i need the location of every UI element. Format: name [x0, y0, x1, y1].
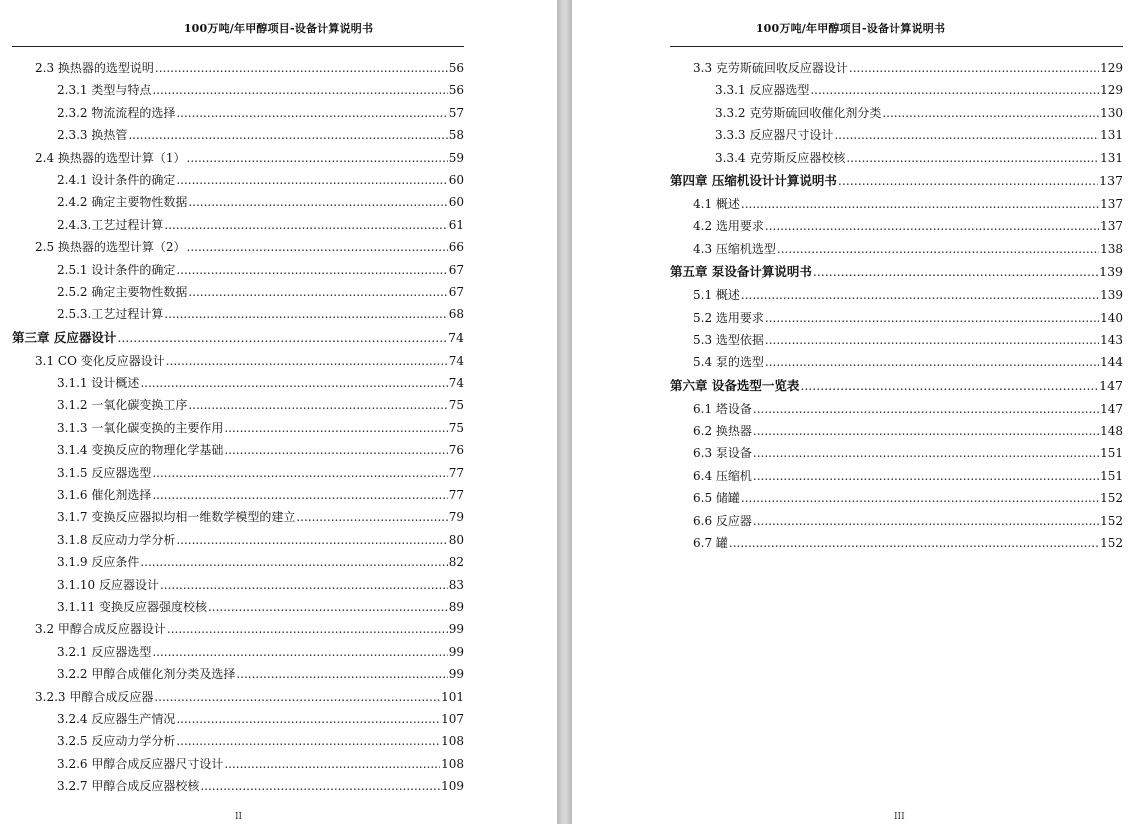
toc-dot-leader — [753, 443, 1099, 463]
page-gutter — [557, 0, 572, 824]
toc-dot-leader — [224, 418, 447, 438]
toc-entry[interactable] — [670, 511, 1123, 533]
toc-entry-title: 6.1 塔设备 — [693, 401, 752, 416]
document-page-left — [0, 0, 557, 824]
toc-entry[interactable] — [670, 352, 1123, 374]
toc-entry-page-number: 151 — [1100, 468, 1123, 483]
toc-entry-page-number: 59 — [448, 150, 464, 165]
toc-dot-leader — [128, 125, 447, 145]
page-number: III — [894, 812, 905, 822]
toc-dot-leader — [838, 170, 1098, 192]
toc-entry[interactable] — [12, 215, 464, 237]
toc-entry-title: 3.2.7 甲醇合成反应器校核 — [57, 779, 200, 794]
toc-entry-title: 2.5.1 设计条件的确定 — [57, 262, 176, 277]
toc-entry-page-number: 101 — [441, 689, 464, 704]
toc-entry-title: 4.2 选用要求 — [693, 219, 764, 234]
toc-entry[interactable] — [12, 148, 464, 170]
toc-entry-title: 6.2 换热器 — [693, 424, 752, 439]
toc-entry-title: 2.4.2 确定主要物性数据 — [57, 195, 188, 210]
toc-entry[interactable] — [12, 304, 464, 326]
toc-entry[interactable] — [670, 533, 1123, 555]
toc-entry-page-number: 89 — [448, 599, 464, 614]
toc-entry-page-number: 131 — [1100, 128, 1123, 143]
toc-entry-page-number: 76 — [448, 443, 464, 458]
toc-dot-leader — [753, 399, 1099, 419]
toc-entry-title: 3.1.9 反应条件 — [57, 555, 140, 570]
toc-entry-page-number: 56 — [448, 61, 464, 75]
toc-dot-leader — [753, 421, 1099, 441]
toc-entry-title: 第六章 设备选型一览表 — [670, 377, 800, 393]
toc-entry-page-number: 74 — [448, 329, 464, 345]
toc-entry-title: 3.2.3 甲醇合成反应器 — [35, 689, 154, 704]
toc-dot-leader — [765, 352, 1099, 372]
toc-dot-leader — [140, 373, 447, 393]
toc-entry-title: 3.2.1 反应器选型 — [57, 644, 152, 659]
toc-entry-title: 5.4 泵的选型 — [693, 355, 764, 370]
toc-entry-title: 3.2.4 反应器生产情况 — [57, 711, 176, 726]
toc-entry-title: 3.2.6 甲醇合成反应器尺寸设计 — [57, 756, 224, 771]
toc-dot-leader — [188, 395, 447, 415]
toc-dot-leader — [187, 148, 448, 168]
toc-entry-title: 3.1.8 反应动力学分析 — [57, 532, 176, 547]
toc-entry-page-number: 108 — [441, 734, 464, 749]
toc-entry-page-number: 56 — [448, 83, 464, 98]
toc-entry[interactable] — [12, 530, 464, 552]
toc-entry-title: 2.4.1 设计条件的确定 — [57, 172, 176, 187]
toc-entry[interactable] — [670, 194, 1123, 216]
toc-entry-title: 2.3 换热器的选型说明 — [35, 61, 154, 75]
toc-dot-leader — [154, 687, 440, 707]
toc-dot-leader — [176, 170, 447, 190]
toc-entry[interactable] — [12, 418, 464, 440]
toc-entry-title: 3.3 克劳斯硫回收反应器设计 — [693, 61, 848, 75]
toc-entry-page-number: 77 — [448, 488, 464, 503]
toc-entry[interactable] — [12, 552, 464, 574]
toc-dot-leader — [176, 103, 447, 123]
toc-entry[interactable] — [12, 687, 464, 709]
toc-entry[interactable] — [12, 731, 464, 753]
toc-entry[interactable] — [670, 148, 1123, 170]
toc-entry-page-number: 109 — [441, 779, 464, 794]
toc-entry-page-number: 139 — [1099, 264, 1123, 280]
toc-entry-page-number: 130 — [1100, 105, 1123, 120]
toc-entry-title: 4.3 压缩机选型 — [693, 241, 776, 256]
toc-entry[interactable] — [12, 575, 464, 597]
toc-dot-leader — [765, 330, 1099, 350]
toc-entry-page-number: 137 — [1100, 196, 1123, 211]
toc-dot-leader — [765, 308, 1099, 328]
toc-dot-leader — [753, 511, 1099, 531]
toc-entry-title: 6.3 泵设备 — [693, 446, 752, 461]
toc-entry-title: 3.1.3 一氧化碳变换的主要作用 — [57, 420, 224, 435]
toc-entry-page-number: 74 — [448, 376, 464, 391]
toc-entry-title: 5.2 选用要求 — [693, 310, 764, 325]
toc-dot-leader — [176, 260, 447, 280]
toc-entry-page-number: 147 — [1100, 401, 1123, 416]
toc-entry[interactable] — [12, 440, 464, 462]
toc-entry[interactable] — [12, 103, 464, 125]
toc-dot-leader — [155, 58, 448, 78]
toc-entry-page-number: 58 — [448, 128, 464, 143]
toc-entry-title: 4.1 概述 — [693, 196, 740, 211]
toc-entry-page-number: 79 — [448, 510, 464, 525]
toc-entry-title: 3.2.5 反应动力学分析 — [57, 734, 176, 749]
toc-entry[interactable] — [12, 619, 464, 641]
toc-entry-page-number: 60 — [448, 195, 464, 210]
toc-entry-title: 6.7 罐 — [693, 536, 728, 551]
toc-dot-leader — [729, 533, 1099, 553]
toc-entry-page-number: 151 — [1100, 446, 1123, 461]
toc-entry[interactable] — [12, 664, 464, 686]
toc-dot-leader — [152, 642, 447, 662]
toc-entry-page-number: 148 — [1100, 424, 1123, 439]
toc-dot-leader — [200, 776, 440, 796]
toc-entry-page-number: 57 — [448, 105, 464, 120]
toc-dot-leader — [224, 754, 440, 774]
toc-entry-page-number: 99 — [448, 622, 464, 637]
toc-entry[interactable] — [670, 58, 1123, 80]
toc-entry-page-number: 129 — [1100, 61, 1123, 75]
toc-dot-leader — [176, 530, 447, 550]
toc-chapter-entry[interactable] — [12, 327, 464, 351]
page-number: II — [235, 812, 243, 822]
toc-entry[interactable] — [12, 237, 464, 259]
toc-dot-leader — [164, 304, 447, 324]
toc-entry[interactable] — [12, 80, 464, 102]
toc-entry-title: 2.4.3.工艺过程计算 — [57, 217, 164, 232]
toc-dot-leader — [208, 597, 448, 617]
toc-entry-title: 6.4 压缩机 — [693, 468, 752, 483]
toc-dot-leader — [188, 192, 447, 212]
toc-entry-page-number: 152 — [1100, 513, 1123, 528]
toc-entry-page-number: 147 — [1099, 377, 1123, 393]
toc-dot-leader — [188, 282, 447, 302]
toc-entry-title: 3.2.2 甲醇合成催化剂分类及选择 — [57, 667, 236, 682]
toc-entry-page-number: 108 — [441, 756, 464, 771]
toc-entry[interactable] — [12, 170, 464, 192]
toc-dot-leader — [296, 507, 447, 527]
toc-entry[interactable] — [670, 466, 1123, 488]
toc-dot-leader — [846, 148, 1099, 168]
toc-entry-title: 2.3.2 物流流程的选择 — [57, 105, 176, 120]
toc-entry-page-number: 152 — [1100, 536, 1123, 551]
toc-entry-title: 3.3.1 反应器选型 — [715, 83, 810, 98]
toc-dot-leader — [741, 194, 1099, 214]
toc-entry[interactable] — [670, 421, 1123, 443]
toc-entry-page-number: 67 — [448, 284, 464, 299]
toc-entry-title: 2.5 换热器的选型计算（2） — [35, 240, 186, 255]
toc-chapter-entry[interactable] — [670, 375, 1123, 399]
toc-entry-page-number: 129 — [1100, 83, 1123, 98]
toc-entry[interactable] — [670, 216, 1123, 238]
toc-entry-title: 3.1.2 一氧化碳变换工序 — [57, 398, 188, 413]
table-of-contents — [12, 58, 464, 799]
toc-dot-leader — [813, 261, 1098, 283]
toc-entry-title: 5.3 选型依据 — [693, 332, 764, 347]
toc-entry[interactable] — [670, 308, 1123, 330]
table-of-contents — [670, 58, 1123, 555]
toc-dot-leader — [187, 237, 448, 257]
toc-entry-page-number: 138 — [1100, 241, 1123, 256]
toc-dot-leader — [166, 351, 448, 371]
toc-entry[interactable] — [670, 239, 1123, 261]
toc-entry[interactable] — [12, 507, 464, 529]
toc-entry-page-number: 75 — [448, 398, 464, 413]
header-divider — [670, 46, 1123, 47]
toc-entry[interactable] — [12, 58, 464, 80]
toc-dot-leader — [777, 239, 1099, 259]
toc-entry[interactable] — [12, 776, 464, 798]
toc-entry[interactable] — [12, 192, 464, 214]
toc-entry-title: 6.5 储罐 — [693, 491, 740, 506]
toc-chapter-entry[interactable] — [670, 170, 1123, 194]
toc-entry-title: 6.6 反应器 — [693, 513, 752, 528]
toc-dot-leader — [160, 575, 448, 595]
toc-dot-leader — [810, 80, 1099, 100]
toc-entry-page-number: 83 — [448, 577, 464, 592]
toc-dot-leader — [741, 285, 1099, 305]
toc-entry-title: 3.1.6 催化剂选择 — [57, 488, 152, 503]
toc-entry-page-number: 67 — [448, 262, 464, 277]
toc-entry[interactable] — [12, 754, 464, 776]
toc-entry-page-number: 137 — [1099, 172, 1123, 188]
toc-entry-title: 第五章 泵设备计算说明书 — [670, 264, 812, 280]
toc-entry-title: 3.1.11 变换反应器强度校核 — [57, 599, 207, 614]
toc-entry-title: 3.1.5 反应器选型 — [57, 465, 152, 480]
toc-dot-leader — [765, 216, 1099, 236]
toc-entry[interactable] — [670, 330, 1123, 352]
toc-entry-title: 第四章 压缩机设计计算说明书 — [670, 172, 837, 188]
toc-entry[interactable] — [12, 463, 464, 485]
toc-entry-page-number: 75 — [448, 420, 464, 435]
toc-entry-title: 3.1.1 设计概述 — [57, 376, 140, 391]
toc-entry[interactable] — [670, 285, 1123, 307]
toc-dot-leader — [224, 440, 447, 460]
toc-dot-leader — [834, 125, 1099, 145]
toc-entry-title: 3.1 CO 变化反应器设计 — [35, 353, 165, 368]
toc-entry-title: 5.1 概述 — [693, 288, 740, 303]
toc-chapter-entry[interactable] — [670, 261, 1123, 285]
toc-dot-leader — [882, 103, 1099, 123]
toc-entry-title: 2.4 换热器的选型计算（1） — [35, 150, 186, 165]
page-header-title: 100万吨/年甲醇项目-设备计算说明书 — [755, 22, 946, 35]
toc-entry-title: 2.5.3.工艺过程计算 — [57, 307, 164, 322]
toc-entry-page-number: 107 — [441, 711, 464, 726]
page-header-title: 100万吨/年甲醇项目-设备计算说明书 — [183, 22, 374, 35]
toc-dot-leader — [176, 731, 440, 751]
toc-dot-leader — [236, 664, 447, 684]
toc-dot-leader — [800, 375, 1098, 397]
toc-entry[interactable] — [670, 103, 1123, 125]
toc-entry[interactable] — [670, 488, 1123, 510]
toc-dot-leader — [152, 80, 447, 100]
toc-entry[interactable] — [670, 399, 1123, 421]
toc-dot-leader — [164, 215, 447, 235]
toc-entry-title: 3.1.7 变换反应器拟均相一维数学模型的建立 — [57, 510, 296, 525]
toc-entry[interactable] — [12, 373, 464, 395]
toc-entry-title: 2.5.2 确定主要物性数据 — [57, 284, 188, 299]
toc-entry[interactable] — [670, 80, 1123, 102]
toc-entry-title: 2.3.3 换热管 — [57, 128, 128, 143]
toc-entry[interactable] — [12, 282, 464, 304]
toc-dot-leader — [741, 488, 1099, 508]
toc-entry[interactable] — [670, 443, 1123, 465]
toc-entry[interactable] — [12, 260, 464, 282]
toc-dot-leader — [167, 619, 448, 639]
toc-dot-leader — [140, 552, 447, 572]
toc-entry-page-number: 99 — [448, 644, 464, 659]
toc-entry-title: 3.3.4 克劳斯反应器校核 — [715, 150, 846, 165]
toc-entry-page-number: 137 — [1100, 219, 1123, 234]
toc-entry-page-number: 74 — [448, 353, 464, 368]
toc-entry[interactable] — [670, 125, 1123, 147]
toc-entry-page-number: 80 — [448, 532, 464, 547]
toc-entry[interactable] — [12, 485, 464, 507]
toc-entry-title: 3.2 甲醇合成反应器设计 — [35, 622, 166, 637]
toc-entry-page-number: 143 — [1100, 332, 1123, 347]
toc-entry[interactable] — [12, 395, 464, 417]
toc-entry[interactable] — [12, 597, 464, 619]
toc-entry-title: 3.1.4 变换反应的物理化学基础 — [57, 443, 224, 458]
document-page-right — [572, 0, 1129, 824]
toc-entry-page-number: 131 — [1100, 150, 1123, 165]
toc-entry-page-number: 77 — [448, 465, 464, 480]
toc-entry-page-number: 152 — [1100, 491, 1123, 506]
toc-entry-page-number: 139 — [1100, 288, 1123, 303]
toc-entry-title: 2.3.1 类型与特点 — [57, 83, 152, 98]
toc-entry[interactable] — [12, 642, 464, 664]
toc-entry-title: 3.1.10 反应器设计 — [57, 577, 159, 592]
toc-entry[interactable] — [12, 709, 464, 731]
toc-dot-leader — [117, 327, 447, 349]
toc-entry-title: 3.3.2 克劳斯硫回收催化剂分类 — [715, 105, 882, 120]
toc-entry-page-number: 140 — [1100, 310, 1123, 325]
toc-entry-page-number: 60 — [448, 172, 464, 187]
toc-entry-page-number: 82 — [448, 555, 464, 570]
header-divider — [12, 46, 464, 47]
toc-entry[interactable] — [12, 351, 464, 373]
toc-entry-title: 3.3.3 反应器尺寸设计 — [715, 128, 834, 143]
toc-entry-page-number: 144 — [1100, 355, 1123, 370]
toc-dot-leader — [849, 58, 1099, 78]
toc-entry-title: 第三章 反应器设计 — [12, 329, 117, 345]
toc-dot-leader — [176, 709, 440, 729]
toc-dot-leader — [152, 463, 447, 483]
toc-entry-page-number: 66 — [448, 240, 464, 255]
toc-dot-leader — [753, 466, 1099, 486]
toc-entry-page-number: 99 — [448, 667, 464, 682]
toc-dot-leader — [152, 485, 447, 505]
toc-entry-page-number: 68 — [448, 307, 464, 322]
toc-entry-page-number: 61 — [448, 217, 464, 232]
toc-entry[interactable] — [12, 125, 464, 147]
